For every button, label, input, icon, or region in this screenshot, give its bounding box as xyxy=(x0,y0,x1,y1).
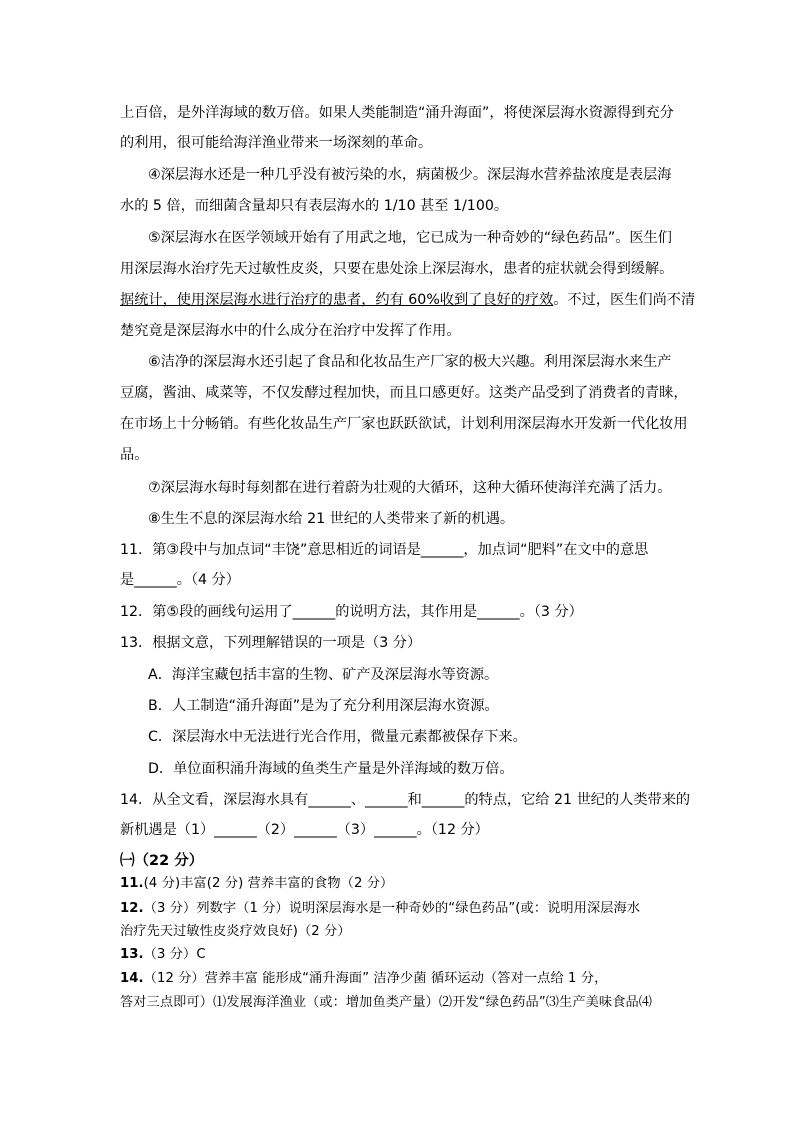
option-c: C．深层海水中无法进行光合作用，微量元素都被保存下来。 xyxy=(148,729,527,745)
paragraph-8: ⑧生生不息的深层海水给 21 世纪的人类带来了新的机遇。 xyxy=(148,511,515,527)
question-11-cont: 是______。（4 分） xyxy=(120,572,240,588)
answer-14 xyxy=(120,969,680,989)
question-14-cont: 新机遇是（1）______（2）______（3）______。（12 分） xyxy=(120,822,489,838)
option-b: B．人工制造“涌升海面”是为了充分利用深层海水资源。 xyxy=(148,698,499,714)
passage-line: 上百倍，是外洋海域的数万倍。如果人类能制造“涌升海面”，将使深层海水资源得到充分 xyxy=(120,105,674,121)
option-d: D．单位面积涌升海域的鱼类生产量是外洋海域的数万倍。 xyxy=(148,761,514,777)
answer-14-cont: 答对三点即可）⑴发展海洋渔业（或：增加鱼类产量）⑵开发“绿色药品”⑶生产美味食品⑷ xyxy=(120,995,653,1010)
answer-text: （3 分）列数字（1 分）说明深层海水是一种奇妙的“绿色药品”(或：说明用深层海水 xyxy=(143,901,641,916)
paragraph-6-line: 豆腐，酱油、咸菜等，不仅发酵过程加快，而且口感更好。这类产品受到了消费者的青睐， xyxy=(120,385,688,401)
question-11: 11．第③段中与加点词“丰饶”意思相近的词语是______，加点词“肥料”在文中的意思 xyxy=(120,542,649,558)
paragraph-6-line: 品。 xyxy=(120,447,149,463)
answer-12 xyxy=(120,899,680,919)
question-12: 12．第⑤段的画线句运用了______的说明方法，其作用是______。（3 分） xyxy=(120,604,583,620)
answer-text: (4 分)丰富(2 分) 营养丰富的食物（2 分） xyxy=(143,876,394,891)
answer-11 xyxy=(120,874,680,894)
answer-section-title: ㈠（22 分） xyxy=(120,853,204,869)
paragraph-4-line: ④深层海水还是一种几乎没有被污染的水，病菌极少。深层海水营养盐浓度是表层海 xyxy=(148,167,672,183)
question-13: 13．根据文意，下列理解错误的一项是（3 分） xyxy=(120,635,422,651)
paragraph-6-line: ⑥洁净的深层海水还引起了食品和化妆品生产厂家的极大兴趣。利用深层海水来生产 xyxy=(148,354,672,370)
sentence-rest: 。不过，医生们尚不清 xyxy=(553,292,696,308)
answer-number: 11. xyxy=(120,876,144,891)
answer-number: 13. xyxy=(120,947,144,962)
paragraph-5-line: ⑤深层海水在医学领域开始有了用武之地，它已成为一种奇妙的“绿色药品”。医生们 xyxy=(148,230,672,246)
answer-text: （12 分）营养丰富 能形成“涌升海面” 洁净少菌 循环运动（答对一点给 1 分， xyxy=(143,971,608,986)
answer-12-cont: 治疗先天过敏性皮炎疗效良好)（2 分） xyxy=(120,924,351,939)
answer-number: 12. xyxy=(120,901,144,916)
question-14: 14．从全文看，深层海水具有______、______和______的特点，它给 21 世纪的人类带来的 xyxy=(120,792,691,808)
paragraph-5-line xyxy=(120,290,696,310)
answer-number: 14. xyxy=(120,971,144,986)
paragraph-5-line: 用深层海水治疗先天过敏性皮炎，只要在患处涂上深层海水，患者的症状就会得到缓解。 xyxy=(120,261,674,277)
answer-13 xyxy=(120,945,680,965)
passage-line: 的利用，很可能给海洋渔业带来一场深刻的革命。 xyxy=(120,135,433,151)
underlined-sentence: 据统计，使用深层海水进行治疗的患者，约有 60%收到了良好的疗效 xyxy=(120,292,554,308)
answer-text: （3 分）C xyxy=(143,947,206,962)
paragraph-5-line: 楚究竟是深层海水中的什么成分在治疗中发挥了作用。 xyxy=(120,323,461,339)
paragraph-6-line: 在市场上十分畅销。有些化妆品生产厂家也跃跃欲试，计划利用深层海水开发新一代化妆用 xyxy=(120,416,688,432)
paragraph-4-line: 水的 5 倍，而细菌含量却只有表层海水的 1/10 甚至 1/100。 xyxy=(120,198,509,214)
paragraph-7: ⑦深层海水每时每刻都在进行着蔚为壮观的大循环，这种大循环使海洋充满了活力。 xyxy=(148,480,672,496)
option-a: A．海洋宝藏包括丰富的生物、矿产及深层海水等资源。 xyxy=(148,667,499,683)
